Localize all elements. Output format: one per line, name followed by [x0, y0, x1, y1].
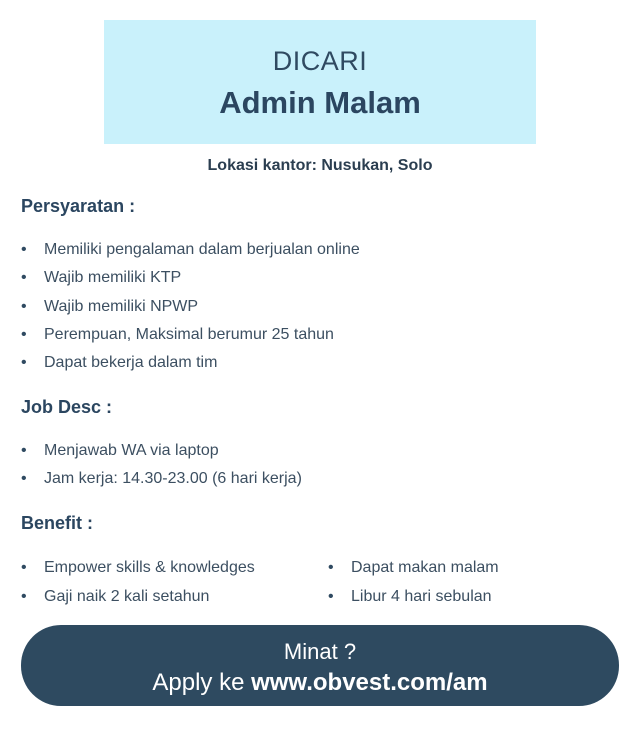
list-item-text: Wajib memiliki NPWP — [44, 297, 199, 315]
list-item-text: Dapat makan malam — [351, 559, 499, 576]
bullet-icon: • — [21, 241, 27, 258]
bullet-icon: • — [328, 559, 334, 576]
list-item — [21, 349, 360, 377]
section-title-jobdesc: Job Desc : — [21, 397, 113, 417]
list-item — [21, 236, 360, 264]
apply-banner[interactable] — [21, 625, 619, 706]
list-item-text: Dapat bekerja dalam tim — [44, 354, 218, 372]
list-item-text: Gaji naik 2 kali setahun — [44, 588, 210, 605]
requirements-list — [21, 236, 360, 377]
bullet-icon: • — [21, 470, 27, 488]
bullet-icon: • — [21, 354, 27, 372]
list-item — [21, 465, 302, 493]
list-item — [21, 582, 255, 611]
section-title-persyaratan: Persyaratan : — [21, 196, 136, 216]
bullet-icon: • — [21, 588, 27, 605]
apply-url-link[interactable]: www.obvest.com/am — [251, 669, 488, 696]
list-item-text: Perempuan, Maksimal berumur 25 tahun — [44, 325, 334, 343]
bullet-icon: • — [21, 297, 27, 315]
office-location: Lokasi kantor: Nusukan, Solo — [207, 157, 433, 174]
header-subtitle: DICARI — [272, 46, 368, 76]
bullet-icon: • — [21, 325, 27, 343]
cta-apply-line — [21, 669, 619, 697]
section-title-benefit: Benefit : — [21, 513, 93, 533]
list-item-text: Empower skills & knowledges — [44, 559, 255, 576]
job-title: Admin Malam — [219, 85, 421, 120]
list-item — [328, 553, 499, 582]
list-item-text: Menjawab WA via laptop — [44, 442, 219, 459]
list-item — [328, 582, 499, 611]
list-item — [21, 553, 255, 582]
benefit-list-right — [328, 553, 499, 611]
list-item — [21, 321, 360, 349]
bullet-icon: • — [21, 269, 27, 287]
list-item-text: Jam kerja: 14.30-23.00 (6 hari kerja) — [44, 470, 302, 488]
bullet-icon: • — [328, 588, 334, 605]
list-item — [21, 437, 302, 465]
list-item-text: Memiliki pengalaman dalam berjualan online — [44, 241, 360, 258]
list-item-text: Wajib memiliki KTP — [44, 269, 182, 287]
bullet-icon: • — [21, 559, 27, 576]
jobdesc-list — [21, 437, 302, 494]
benefit-list-left — [21, 553, 255, 611]
list-item — [21, 293, 360, 321]
list-item — [21, 264, 360, 292]
cta-apply-prefix: Apply ke — [152, 669, 252, 696]
cta-question: Minat ? — [283, 639, 357, 664]
list-item-text: Libur 4 hari sebulan — [351, 588, 492, 605]
header-banner — [104, 20, 536, 144]
bullet-icon: • — [21, 442, 27, 459]
